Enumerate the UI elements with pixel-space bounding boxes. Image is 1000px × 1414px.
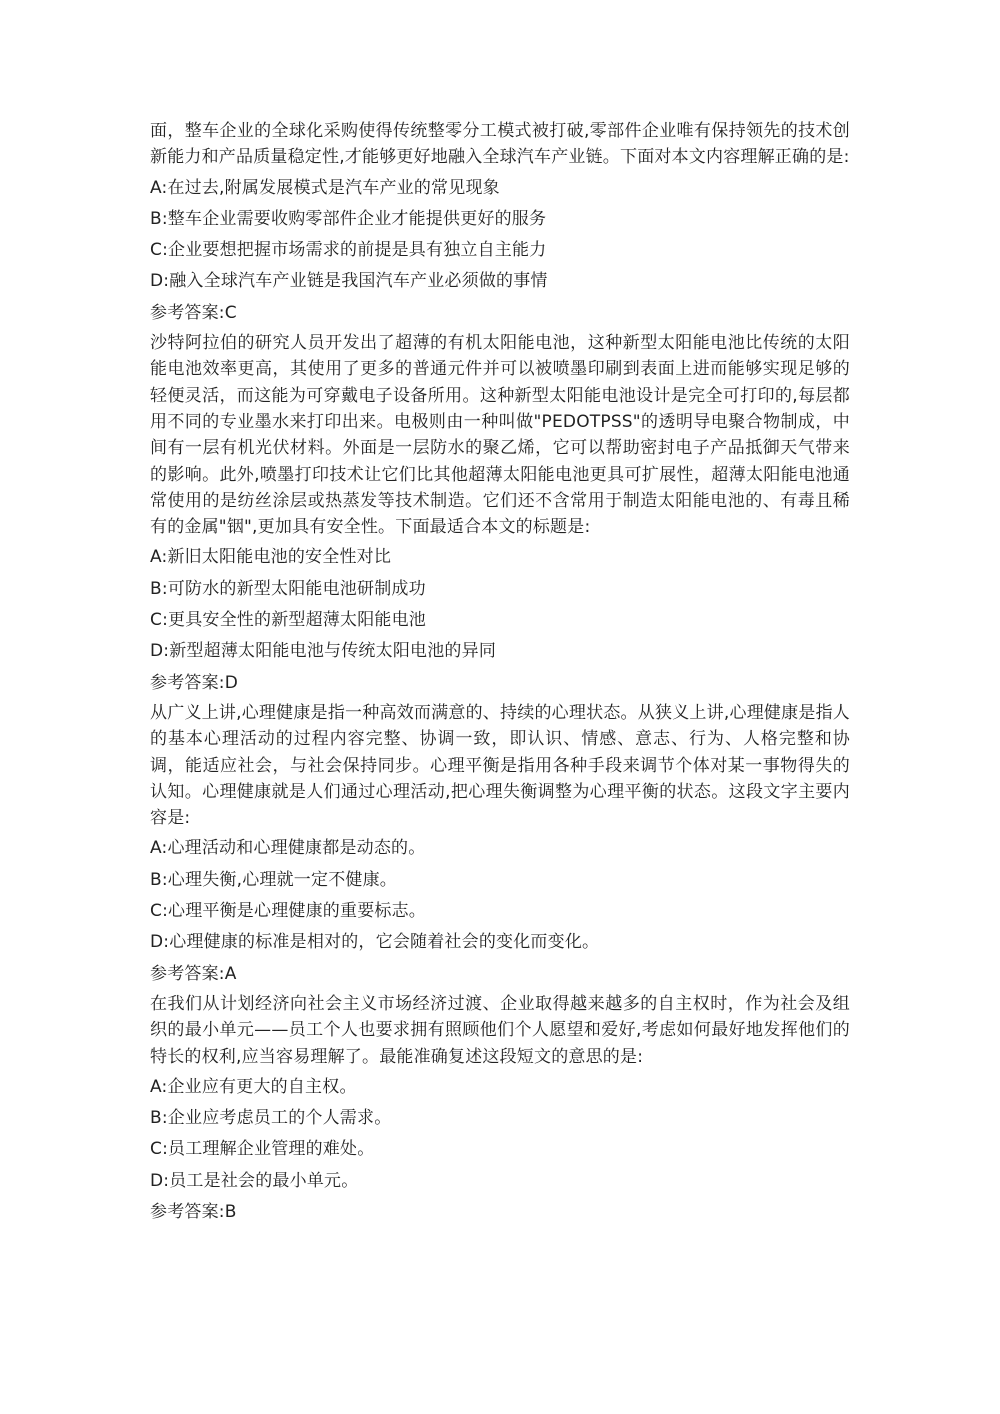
option-a: A:企业应有更大的自主权。 — [150, 1076, 357, 1097]
reference-answer: 参考答案:B — [150, 1201, 237, 1222]
reference-answer: 参考答案:D — [150, 672, 239, 693]
option-d: D:员工是社会的最小单元。 — [150, 1170, 359, 1191]
option-d: D:心理健康的标准是相对的，它会随着社会的变化而变化。 — [150, 932, 600, 953]
option-d: D:融入全球汽车产业链是我国汽车产业必须做的事情 — [150, 271, 548, 292]
question-block — [150, 118, 850, 326]
question-block — [150, 700, 850, 987]
reference-answer: 参考答案:C — [150, 302, 237, 323]
option-b: B:企业应考虑员工的个人需求。 — [150, 1108, 392, 1129]
question-stem: 从广义上讲,心理健康是指一种高效而满意的、持续的心理状态。从狭义上讲,心理健康是指人的基本心理活动的过程内容完整、协调一致，即认识、情感、意志、行为、人格完整和协调，能适应社会，与社会保持同步。心理平衡是指用各种手段来调节个体对某一事物得失的认知。心理健康就是人们通过心理活动,把心理失衡调整为心理平衡的状态。这段文字主要内容是: — [150, 702, 850, 829]
question-block — [150, 330, 850, 696]
question-block — [150, 991, 850, 1225]
document-page — [150, 118, 850, 1229]
option-c: C:企业要想把握市场需求的前提是具有独立自主能力 — [150, 240, 547, 261]
option-c: C:更具安全性的新型超薄太阳能电池 — [150, 610, 426, 631]
reference-answer: 参考答案:A — [150, 963, 237, 984]
option-b: B:整车企业需要收购零部件企业才能提供更好的服务 — [150, 208, 547, 229]
option-c: C:员工理解企业管理的难处。 — [150, 1139, 375, 1160]
option-b: B:可防水的新型太阳能电池研制成功 — [150, 578, 426, 599]
question-stem: 在我们从计划经济向社会主义市场经济过渡、企业取得越来越多的自主权时，作为社会及组织的最小单元——员工个人也要求拥有照顾他们个人愿望和爱好,考虑如何最好地发挥他们的特长的权利,应当容易理解了。最能准确复述这段短文的意思的是: — [150, 993, 850, 1067]
question-stem: 面，整车企业的全球化采购使得传统整零分工模式被打破,零部件企业唯有保持领先的技术创新能力和产品质量稳定性,才能够更好地融入全球汽车产业链。下面对本文内容理解正确的是: — [150, 121, 850, 168]
option-d: D:新型超薄太阳能电池与传统太阳电池的异同 — [150, 641, 497, 662]
option-b: B:心理失衡,心理就一定不健康。 — [150, 869, 397, 890]
option-a: A:心理活动和心理健康都是动态的。 — [150, 838, 426, 859]
option-a: A:在过去,附属发展模式是汽车产业的常见现象 — [150, 177, 500, 198]
option-c: C:心理平衡是心理健康的重要标志。 — [150, 901, 426, 922]
option-a: A:新旧太阳能电池的安全性对比 — [150, 547, 392, 568]
question-stem: 沙特阿拉伯的研究人员开发出了超薄的有机太阳能电池，这种新型太阳能电池比传统的太阳能电池效率更高，其使用了更多的普通元件并可以被喷墨印刷到表面上进而能够实现足够的轻便灵活，而这能为可穿戴电子设备所用。这种新型太阳能电池设计是完全可打印的,每层都用不同的专业墨水来打印出来。电极则由一种叫做"PEDOTPSS"的透明导电聚合物制成，中间有一层有机光伏材料。外面是一层防水的聚乙烯，它可以帮助密封电子产品抵御天气带来的影响。此外,喷墨打印技术让它们比其他超薄太阳能电池更具可扩展性，超薄太阳能电池通常使用的是纺丝涂层或热蒸发等技术制造。它们还不含常用于制造太阳能电池的、有毒且稀有的金属"铟",更加具有安全性。下面最适合本文的标题是: — [150, 333, 850, 538]
